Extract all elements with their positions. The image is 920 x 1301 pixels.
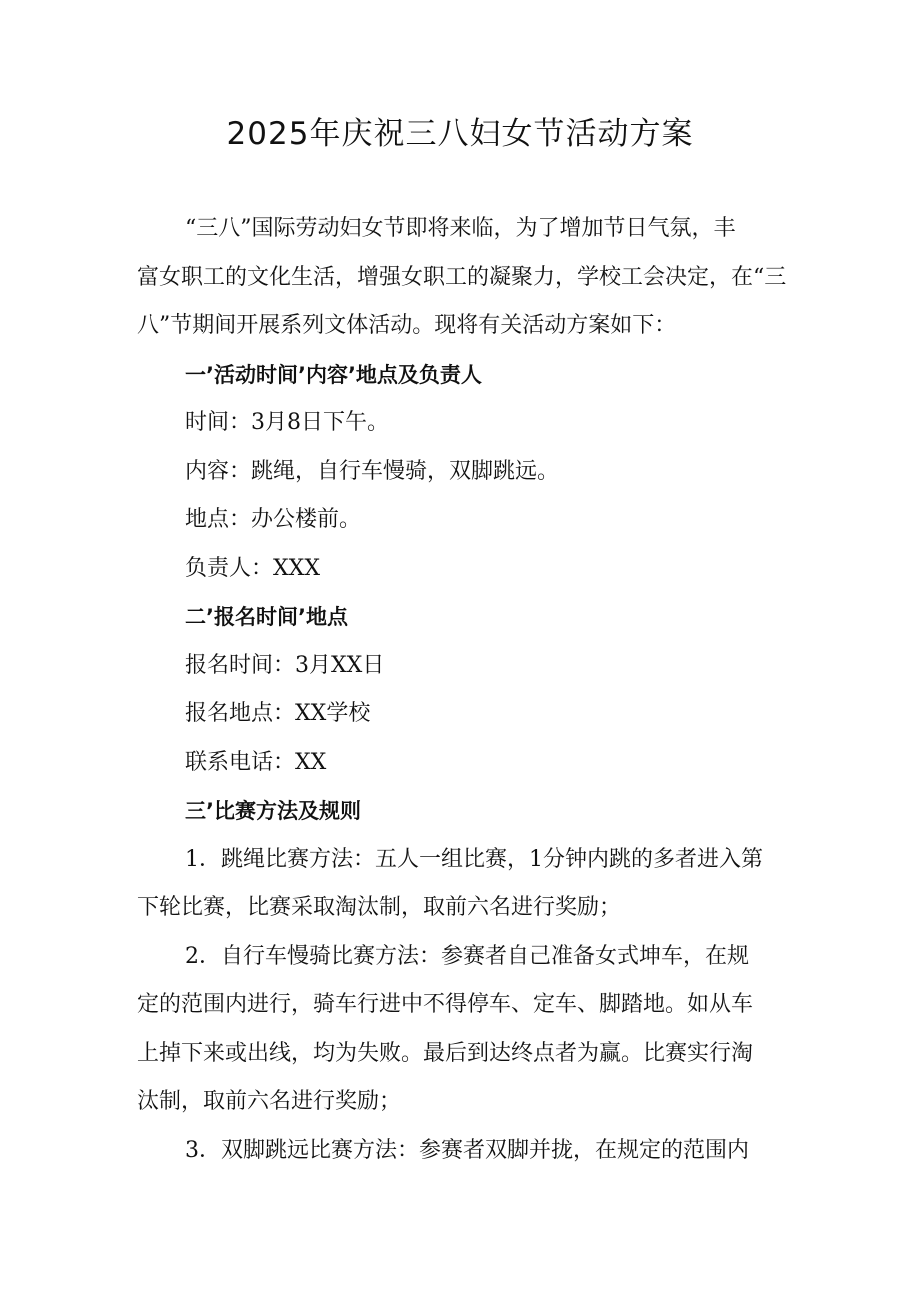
rule-1-line-2: 下轮比赛，比赛采取淘汰制，取前六名进行奖励； xyxy=(137,895,622,920)
activity-time: 时间：3月8日下午。 xyxy=(185,410,389,435)
signup-place: 报名地点：XX学校 xyxy=(185,701,371,726)
rule-2-line-4: 汰制，取前六名进行奖励； xyxy=(137,1089,402,1114)
rule-2-line-3: 上掉下来或出线，均为失败。最后到达终点者为赢。比赛实行淘 xyxy=(137,1041,754,1066)
intro-line-2: 富女职工的文化生活，增强女职工的凝聚力，学校工会决定，在“三 xyxy=(137,265,787,290)
section-2-heading: 二’报名时间’地点 xyxy=(185,605,348,629)
section-1-heading: 一’活动时间’内容’地点及负责人 xyxy=(185,363,482,387)
intro-line-3: 八”节期间开展系列文体活动。现将有关活动方案如下： xyxy=(137,313,677,338)
rule-3-line-1: 3．双脚跳远比赛方法：参赛者双脚并拢，在规定的范围内 xyxy=(185,1138,749,1163)
rule-2-line-1: 2．自行车慢骑比赛方法：参赛者自己准备女式坤车，在规 xyxy=(185,944,749,969)
rule-1-line-1: 1．跳绳比赛方法：五人一组比赛，1分钟内跳的多者进入第 xyxy=(185,847,763,872)
contact-phone: 联系电话：XX xyxy=(185,750,327,775)
document-title: 2025年庆祝三八妇女节活动方案 xyxy=(226,116,694,152)
activity-person: 负责人：XXX xyxy=(185,556,320,581)
section-3-heading: 三’比赛方法及规则 xyxy=(185,799,361,823)
intro-line-1: “三八”国际劳动妇女节即将来临，为了增加节日气氛，丰 xyxy=(185,216,736,241)
activity-content: 内容：跳绳，自行车慢骑，双脚跳远。 xyxy=(185,459,560,484)
rule-2-line-2: 定的范围内进行，骑车行进中不得停车、定车、脚踏地。如从车 xyxy=(137,992,754,1017)
activity-place: 地点：办公楼前。 xyxy=(185,507,362,532)
signup-time: 报名时间：3月XX日 xyxy=(185,653,385,678)
